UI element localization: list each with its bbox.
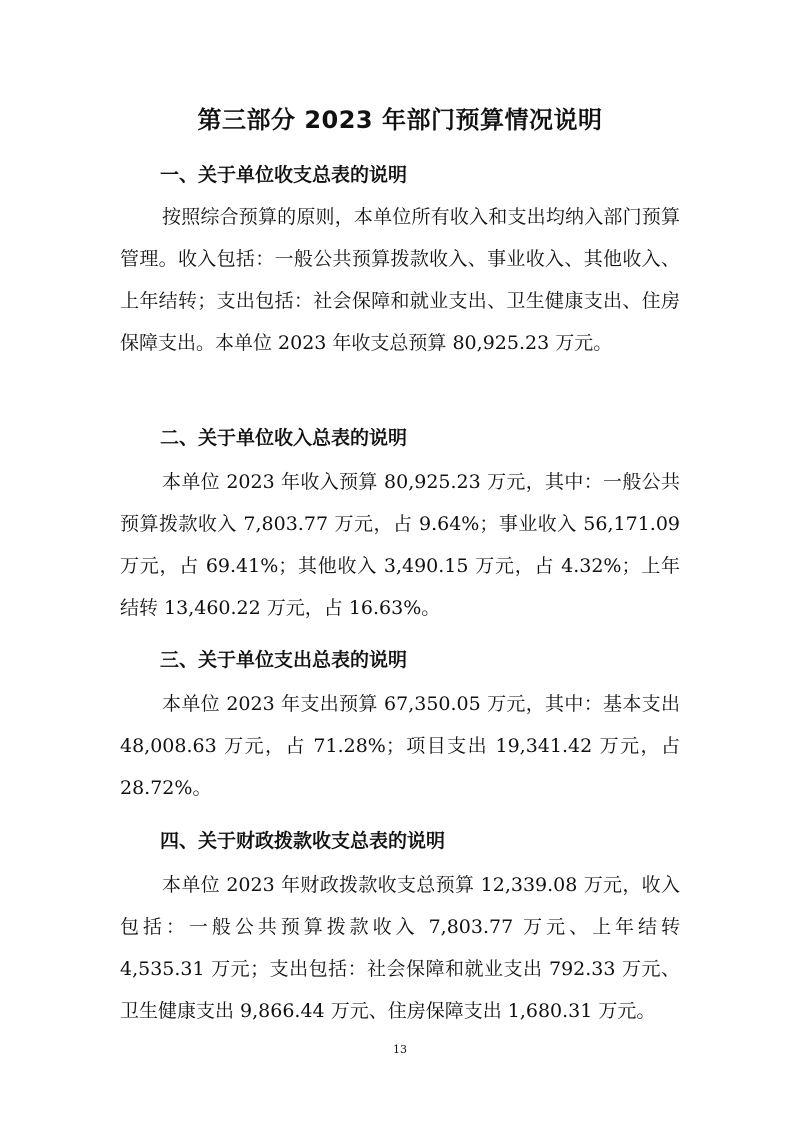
section-body-2: 本单位 2023 年收入预算 80,925.23 万元，其中：一般公共预算拨款收入 7,803.77 万元，占 9.64%；事业收入 56,171.09 万元，占 69.41%；其他收入 3,490.15 万元，占 4.32%；上年结转 13,460.22 万元，占 16.63%。	[120, 471, 680, 619]
section-heading-4: 四、关于财政拨款收支总表的说明	[160, 830, 446, 852]
section-heading-2: 二、关于单位收入总表的说明	[160, 427, 408, 449]
section-body-3: 本单位 2023 年支出预算 67,350.05 万元，其中：基本支出 48,008.63 万元，占 71.28%；项目支出 19,341.42 万元，占 28.72%。	[120, 693, 680, 799]
section-body-1: 按照综合预算的原则，本单位所有收入和支出均纳入部门预算管理。收入包括：一般公共预算拨款收入、事业收入、其他收入、上年结转；支出包括：社会保障和就业支出、卫生健康支出、住房保障支出。本单位 2023 年收支总预算 80,925.23 万元。	[120, 206, 680, 354]
section-heading-3: 三、关于单位支出总表的说明	[160, 649, 408, 671]
section-heading-1: 一、关于单位收支总表的说明	[160, 164, 408, 186]
section-body-4: 本单位 2023 年财政拨款收支总预算 12,339.08 万元，收入包括：一般公共预算拨款收入 7,803.77 万元、上年结转 4,535.31 万元；支出包括：社会保障和就业支出 792.33 万元、卫生健康支出 9,866.44 万元、住房保障支出 1,680.31 万元。	[120, 874, 680, 1022]
document-title: 第三部分 2023 年部门预算情况说明	[197, 106, 603, 134]
page-number: 13	[393, 1043, 407, 1056]
